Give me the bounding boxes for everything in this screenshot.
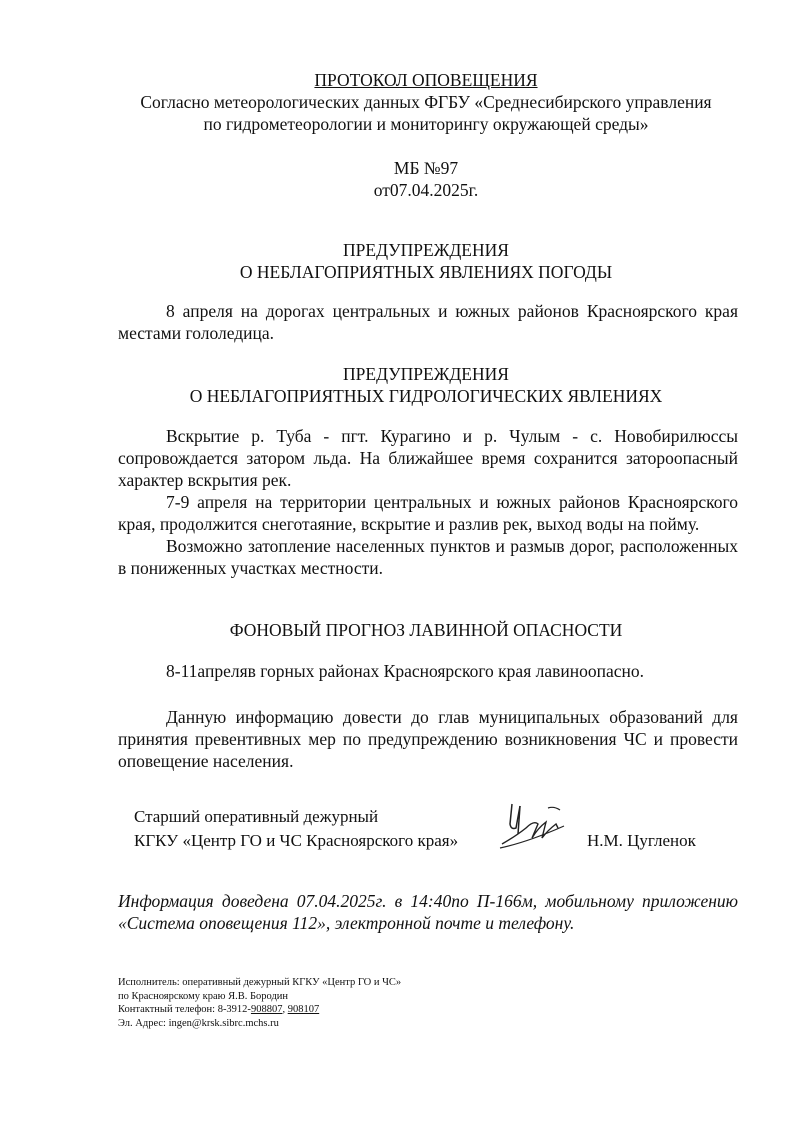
avalanche-body: [118, 660, 738, 682]
weather-warning-text: 8 апреля на дорогах центральных и южных районов Красноярского края местами гололедица.: [118, 301, 738, 343]
hydro-paragraph-1: Вскрытие р. Туба - пгт. Курагино и р. Чулым - с. Новобирилюссы сопровождается затором льда. На ближайшее время сохранится затороопасный характер вскрытия рек.: [118, 426, 738, 490]
instruction-body: [118, 706, 738, 772]
weather-warning-heading: [100, 239, 752, 283]
instruction-text: Данную информацию довести до глав муниципальных образований для принятия превентивных мер по предупреждению возникновения ЧС и провести оповещение населения.: [118, 707, 738, 771]
hydro-paragraph-2: 7-9 апреля на территории центральных и южных районов Красноярского края, продолжится снеготаяние, вскрытие и разлив рек, выход воды на пойму.: [118, 492, 738, 534]
hydro-warning-heading: [100, 363, 752, 407]
footer-phone-line: [118, 1003, 568, 1017]
signatory-position-2: КГКУ «Центр ГО и ЧС Красноярского края»: [134, 831, 459, 850]
footer-executor-line-1: Исполнитель: оперативный дежурный КГКУ «Центр ГО и ЧС»: [118, 977, 402, 988]
protocol-title-text: ПРОТОКОЛ ОПОВЕЩЕНИЯ: [314, 70, 538, 90]
handwritten-signature: [498, 798, 570, 865]
signatory-name: Н.М. Цугленок: [587, 831, 696, 850]
avalanche-text: 8-11апреляв горных районах Красноярского края лавиноопасно.: [166, 661, 645, 681]
footer-phone-1: 908807: [250, 1004, 283, 1015]
footer-email: Эл. Адрес: ingen@krsk.sibrc.mchs.ru: [118, 1017, 279, 1029]
hydro-paragraph-3: Возможно затопление населенных пунктов и размыв дорог, расположенных в пониженных участках местности.: [118, 536, 738, 578]
avalanche-section: [100, 619, 752, 641]
hydro-warning-heading-1: ПРЕДУПРЕЖДЕНИЯ: [343, 364, 509, 384]
avalanche-heading: ФОНОВЫЙ ПРОГНОЗ ЛАВИННОЙ ОПАСНОСТИ: [229, 620, 623, 640]
protocol-title: [100, 69, 752, 91]
bulletin-number: МБ №97: [393, 158, 459, 178]
source-line-1: Согласно метеорологических данных ФГБУ «Среднесибирского управления: [140, 92, 712, 112]
footer-executor-line-2: по Красноярскому краю Я.В. Бородин: [118, 990, 289, 1002]
weather-warning-heading-1: ПРЕДУПРЕЖДЕНИЯ: [343, 240, 509, 260]
hydro-warning-heading-2: О НЕБЛАГОПРИЯТНЫХ ГИДРОЛОГИЧЕСКИХ ЯВЛЕНИЯХ: [189, 386, 663, 406]
weather-warning-body: [118, 300, 738, 344]
signatory-position-1: Старший оперативный дежурный: [134, 807, 379, 826]
source-line-2: по гидрометеорологии и мониторингу окружающей среды»: [203, 114, 649, 134]
document-header: [100, 69, 752, 201]
document-footer: [118, 976, 568, 1030]
handwritten-signature-graphic: [498, 798, 570, 860]
footer-phone-2: 908107: [287, 1004, 320, 1015]
footer-phone-prefix: Контактный телефон: 8-3912-: [118, 1004, 251, 1015]
hydro-warning-body: [118, 425, 738, 579]
delivery-note: Информация доведена 07.04.2025г. в 14:40по П-166м, мобильному приложению «Система оповещения 112», электронной почте и телефону.: [118, 891, 738, 933]
bulletin-date: от07.04.2025г.: [373, 180, 479, 200]
footer-phone-separator: ,: [282, 1004, 288, 1015]
weather-warning-heading-2: О НЕБЛАГОПРИЯТНЫХ ЯВЛЕНИЯХ ПОГОДЫ: [239, 262, 613, 282]
